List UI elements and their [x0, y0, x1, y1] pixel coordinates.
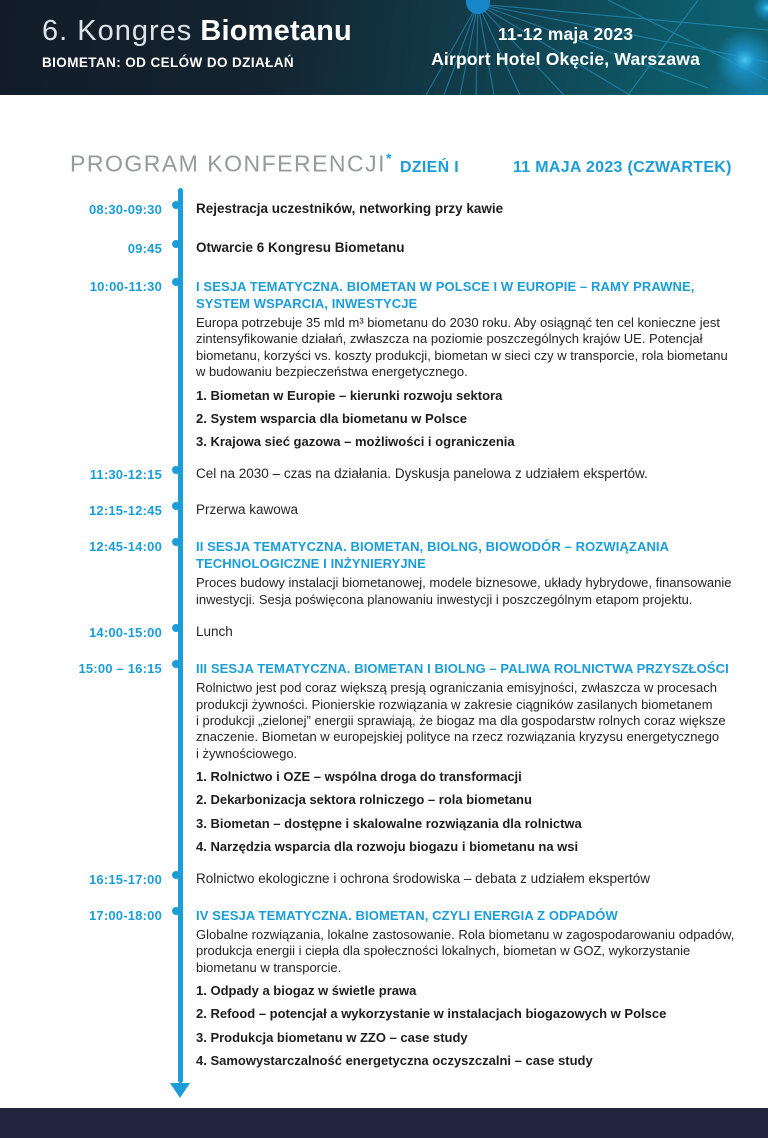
timeline-marker-icon [172, 660, 180, 668]
event-title-light: 6. Kongres [42, 15, 193, 47]
day-label: DZIEŃ I [399, 158, 459, 176]
entry-time: 08:30-09:30 [88, 202, 162, 217]
entry-text: Rejestracja uczestników, networking przy kawie [196, 201, 504, 216]
session-description: Proces budowy instalacji biometanowej, modele biznesowe, układy hybrydowe, finansowanie inwestycji. Sesja poświęcona planowaniu inwestycji i poszczególnym etapom projektu. [196, 575, 732, 607]
program-title: PROGRAM KONFERENCJI* [70, 150, 393, 177]
timeline [0, 188, 768, 1069]
entry-time: 14:00-15:00 [88, 625, 162, 641]
timeline-entry [0, 201, 768, 218]
event-title [42, 16, 352, 48]
header-banner [0, 0, 768, 95]
session-agenda-item: 3. Produkcja biometanu w ZZO – case study [196, 1029, 468, 1045]
timeline-entry [0, 624, 768, 641]
session-description: Europa potrzebuje 35 mld m³ biometanu do 2030 roku. Aby osiągnąć ten cel konieczne jest zintensyfikowanie działań, zwłaszcza na poziomie poszczególnych krajów UE. Potencjał biometanu, korzyści vs. koszty produkcji, biometan w sieci czy w transporcie, rola biometanu w budowaniu bezpieczeństwa energetycznego. [196, 315, 728, 380]
entry-time: 17:00-18:00 [88, 907, 162, 923]
timeline-entry [0, 240, 768, 257]
timeline-marker-icon [172, 201, 180, 209]
entry-content [196, 538, 738, 608]
event-venue: Airport Hotel Okęcie, Warszawa [431, 49, 700, 70]
session-agenda-item: 1. Odpady a biogaz w świetle prawa [196, 983, 417, 999]
session-description: Rolnictwo jest pod coraz większą presją ograniczania emisyjności, zwłaszcza w procesach produkcji żywności. Pionierskie rozwiązania w zakresie ciągników zasilanych biometanem i produkcji „zielonej” energii sprawiają, że biogaz ma dla gospodarstw rolnych coraz większe znaczenie. Biometan w europejskiej polityce na rzecz rozwiązania kryzysu energetycznego i żywnościowego. [196, 680, 726, 761]
timeline-marker-icon [172, 502, 180, 510]
timeline-entry [0, 466, 768, 483]
entry-content [196, 201, 738, 218]
timeline-marker-icon [172, 466, 180, 474]
session-agenda-item: 3. Krajowa sieć gazowa – możliwości i ograniczenia [196, 434, 515, 450]
entry-content [196, 660, 738, 855]
timeline-entry [0, 538, 768, 608]
event-dates: 11-12 maja 2023 [497, 24, 634, 44]
entry-time: 09:45 [127, 240, 162, 256]
entry-content [196, 240, 738, 257]
session-agenda-item: 1. Rolnictwo i OZE – wspólna droga do transformacji [196, 769, 522, 785]
timeline-marker-icon [172, 538, 180, 546]
entry-time: 11:30-12:15 [89, 467, 162, 483]
session-agenda-item: 3. Biometan – dostępne i skalowalne rozwiązania dla rolnictwa [196, 815, 582, 831]
session-description: Globalne rozwiązania, lokalne zastosowanie. Rola biometanu w zagospodarowaniu odpadów, produkcja energii i ciepła dla społeczności lokalnych, biometan w GOZ, wykorzystanie biometanu w transporcie. [196, 927, 735, 975]
session-agenda-item: 4. Samowystarczalność energetyczna oczyszczalni – case study [196, 1052, 593, 1068]
arrow-down-icon [170, 1083, 190, 1098]
entry-content [196, 466, 738, 483]
timeline-entry [0, 660, 768, 855]
timeline-entry [0, 871, 768, 888]
entry-time: 15:00 – 16:15 [78, 661, 162, 676]
entry-content [196, 907, 738, 1069]
timeline-entry [0, 502, 768, 519]
session-agenda-item: 2. Refood – potencjał a wykorzystanie w instalacjach biogazowych w Polsce [196, 1006, 667, 1022]
event-date-venue [431, 22, 700, 73]
timeline-marker-icon [172, 871, 180, 879]
timeline-entry [0, 278, 768, 451]
session-title: III SESJA TEMATYCZNA. BIOMETAN I BIOLNG – PALIWA ROLNICTWA PRZYSZŁOŚCI [196, 661, 729, 676]
entry-text: Otwarcie 6 Kongresu Biometanu [196, 239, 405, 255]
footer-bar [0, 1108, 768, 1138]
session-agenda-item: 2. System wsparcia dla biometanu w Polsce [196, 410, 467, 426]
program-title-row [70, 150, 732, 178]
session-agenda-item: 1. Biometan w Europie – kierunki rozwoju sektora [196, 387, 503, 403]
entry-time: 10:00-11:30 [89, 278, 162, 294]
event-title-bold: Biometanu [200, 15, 352, 47]
header-titles [42, 16, 352, 70]
entry-content [196, 278, 738, 451]
timeline-entry [0, 907, 768, 1069]
entry-content [196, 871, 738, 888]
event-subtitle: BIOMETAN: OD CELÓW DO DZIAŁAŃ [42, 54, 295, 70]
session-agenda-item: 2. Dekarbonizacja sektora rolniczego – rola biometanu [196, 792, 532, 808]
timeline-marker-icon [172, 624, 180, 632]
entry-content [196, 502, 738, 519]
session-title: IV SESJA TEMATYCZNA. BIOMETAN, CZYLI ENERGIA Z ODPADÓW [196, 907, 618, 923]
session-agenda-item: 4. Narzędzia wsparcia dla rozwoju biogazu i biometanu na wsi [196, 838, 579, 854]
timeline-marker-icon [172, 240, 180, 248]
timeline-marker-icon [172, 278, 180, 286]
entry-time: 12:15-12:45 [88, 503, 162, 519]
date-label: 11 MAJA 2023 (CZWARTEK) [512, 158, 732, 176]
entry-text: Przerwa kawowa [196, 502, 299, 518]
entry-text: Lunch [196, 624, 233, 640]
entry-content [196, 624, 738, 641]
entry-text: Cel na 2030 – czas na działania. Dyskusja panelowa z udziałem ekspertów. [196, 466, 648, 482]
timeline-marker-icon [172, 907, 180, 915]
session-title: I SESJA TEMATYCZNA. BIOMETAN W POLSCE I W EUROPIE – RAMY PRAWNE, SYSTEM WSPARCIA, INWESTYCJE [196, 278, 695, 311]
entry-time: 12:45-14:00 [88, 539, 162, 555]
asterisk: * [386, 150, 393, 166]
entry-text: Rolnictwo ekologiczne i ochrona środowiska – debata z udziałem ekspertów [196, 871, 650, 887]
entry-time: 16:15-17:00 [88, 872, 162, 888]
session-title: II SESJA TEMATYCZNA. BIOMETAN, BIOLNG, BIOWODÓR – ROZWIĄZANIA TECHNOLOGICZNE I INŻYNIERYJNE [196, 539, 669, 572]
